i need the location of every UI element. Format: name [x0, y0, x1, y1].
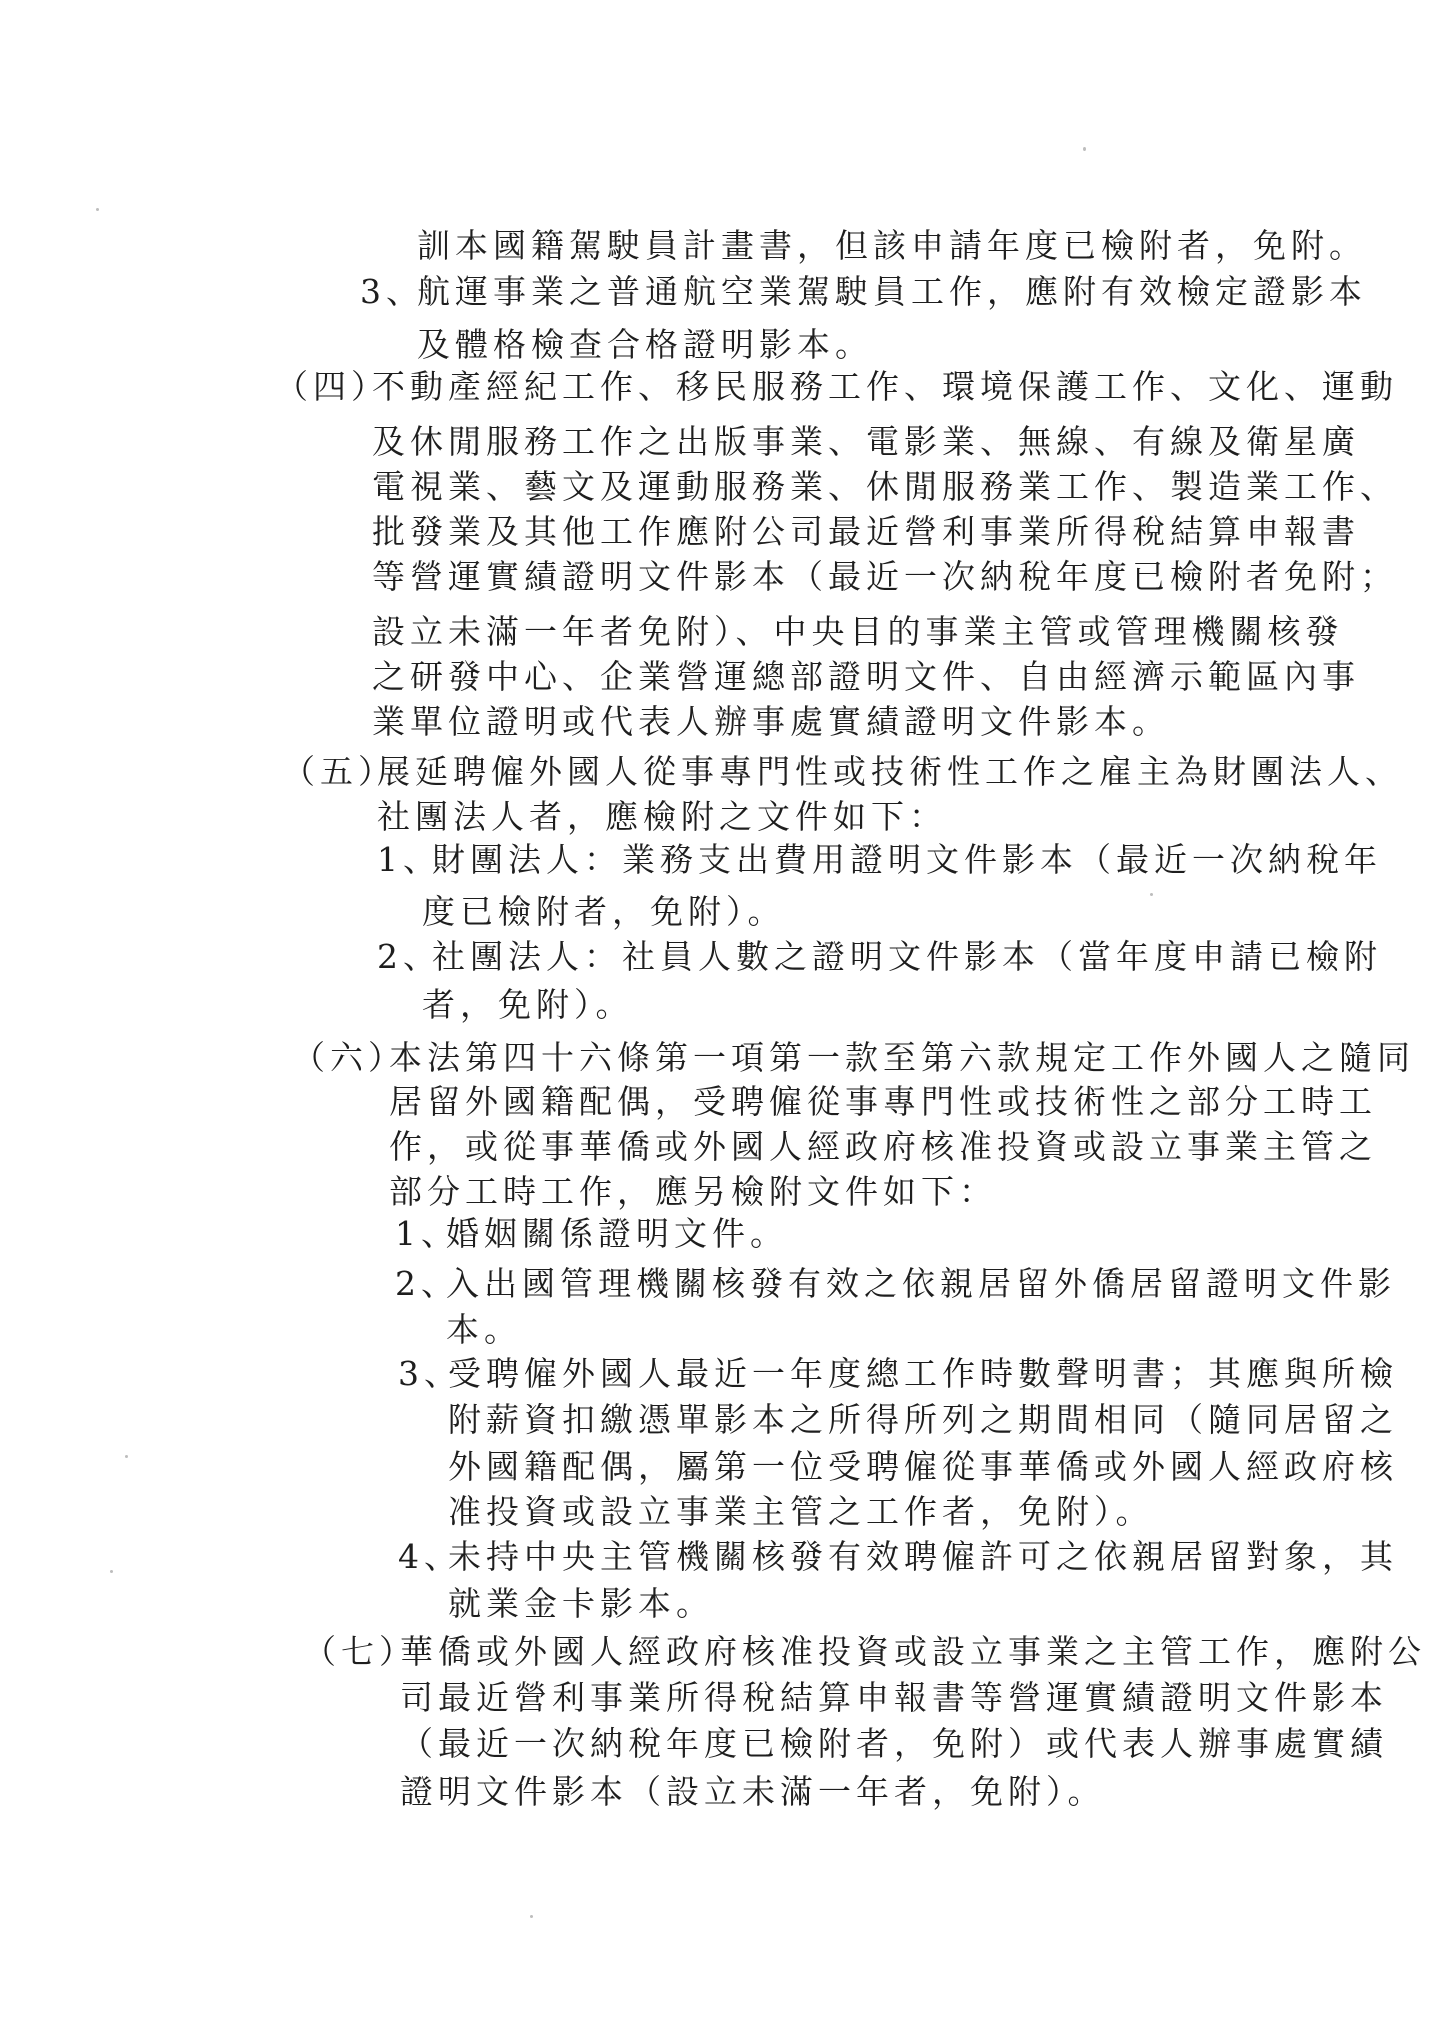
section-text-line: 之研發中心、企業營運總部證明文件、自由經濟示範區內事: [372, 657, 1360, 696]
item-text-line: 財團法人：業務支出費用證明文件影本（最近一次納稅年: [432, 840, 1382, 879]
item-text-line: 者，免附）。: [422, 985, 634, 1024]
item-label: 2、: [395, 1264, 459, 1303]
section-text-line: 本法第四十六條第一項第一款至第六款規定工作外國人之隨同: [389, 1038, 1415, 1077]
item-text-line: 度已檢附者，免附）。: [422, 892, 786, 931]
section-text-line: 司最近營利事業所得稅結算申報書等營運實績證明文件影本: [400, 1678, 1388, 1717]
item-text-line: 外國籍配偶，屬第一位受聘僱從事華僑或外國人經政府核: [448, 1447, 1398, 1486]
item-label: 1、: [395, 1214, 459, 1253]
section-text-line: 作，或從事華僑或外國人經政府核准投資或設立事業主管之: [389, 1127, 1377, 1166]
item-label: 3、: [360, 272, 424, 311]
continuation-line: 訓本國籍駕駛員計畫書，但該申請年度已檢附者，免附。: [417, 226, 1367, 265]
item-text-line: 未持中央主管機關核發有效聘僱許可之依親居留對象，其: [448, 1537, 1398, 1576]
section-text-line: 證明文件影本（設立未滿一年者，免附）。: [400, 1772, 1106, 1811]
item-label: 4、: [398, 1537, 462, 1576]
item-text-line: 社團法人：社員人數之證明文件影本（當年度申請已檢附: [432, 937, 1382, 976]
section-text-line: 電視業、藝文及運動服務業、休閒服務業工作、製造業工作、: [372, 467, 1398, 506]
section-label: （四）: [275, 367, 389, 406]
section-label: （七）: [303, 1632, 417, 1671]
section-text-line: 設立未滿一年者免附）、中央目的事業主管或管理機關核發: [372, 612, 1344, 651]
section-text-line: 等營運實績證明文件影本（最近一次納稅年度已檢附者免附；: [372, 557, 1398, 596]
item-text-line: 附薪資扣繳憑單影本之所得所列之期間相同（隨同居留之: [448, 1400, 1398, 1439]
item-text-line: 受聘僱外國人最近一年度總工作時數聲明書；其應與所檢: [448, 1354, 1398, 1393]
item-text-line: 航運事業之普通航空業駕駛員工作，應附有效檢定證影本: [417, 272, 1367, 311]
scan-speck: [1083, 147, 1086, 151]
section-label: （五）: [282, 752, 396, 791]
item-text-line: 本。: [446, 1310, 522, 1349]
section-text-line: 批發業及其他工作應附公司最近營利事業所得稅結算申報書: [372, 512, 1360, 551]
section-text-line: 不動產經紀工作、移民服務工作、環境保護工作、文化、運動: [372, 367, 1398, 406]
section-text-line: 華僑或外國人經政府核准投資或設立事業之主管工作，應附公: [400, 1632, 1426, 1671]
section-text-line: 及休閒服務工作之出版事業、電影業、無線、有線及衛星廣: [372, 422, 1360, 461]
item-text-line: 入出國管理機關核發有效之依親居留外僑居留證明文件影: [446, 1264, 1396, 1303]
section-text-line: 展延聘僱外國人從事專門性或技術性工作之雇主為財團法人、: [377, 752, 1403, 791]
scan-speck: [1150, 893, 1153, 896]
section-text-line: 居留外國籍配偶，受聘僱從事專門性或技術性之部分工時工: [389, 1082, 1377, 1121]
item-text-line: 准投資或設立事業主管之工作者，免附）。: [448, 1492, 1154, 1531]
item-label: 2、: [377, 937, 441, 976]
item-label: 1、: [377, 840, 441, 879]
section-text-line: 部分工時工作，應另檢附文件如下：: [389, 1172, 997, 1211]
scan-speck: [125, 1455, 128, 1458]
scan-speck: [96, 208, 99, 211]
section-label: （六）: [292, 1038, 406, 1077]
section-text-line: 社團法人者，應檢附之文件如下：: [377, 797, 947, 836]
section-text-line: （最近一次納稅年度已檢附者，免附）或代表人辦事處實績: [400, 1724, 1388, 1763]
section-text-line: 業單位證明或代表人辦事處實績證明文件影本。: [372, 702, 1170, 741]
scan-speck: [530, 1915, 533, 1918]
item-text-line: 婚姻關係證明文件。: [446, 1214, 788, 1253]
item-label: 3、: [398, 1354, 462, 1393]
scan-speck: [110, 1570, 113, 1573]
item-text-line: 及體格檢查合格證明影本。: [417, 325, 873, 364]
item-text-line: 就業金卡影本。: [448, 1584, 714, 1623]
